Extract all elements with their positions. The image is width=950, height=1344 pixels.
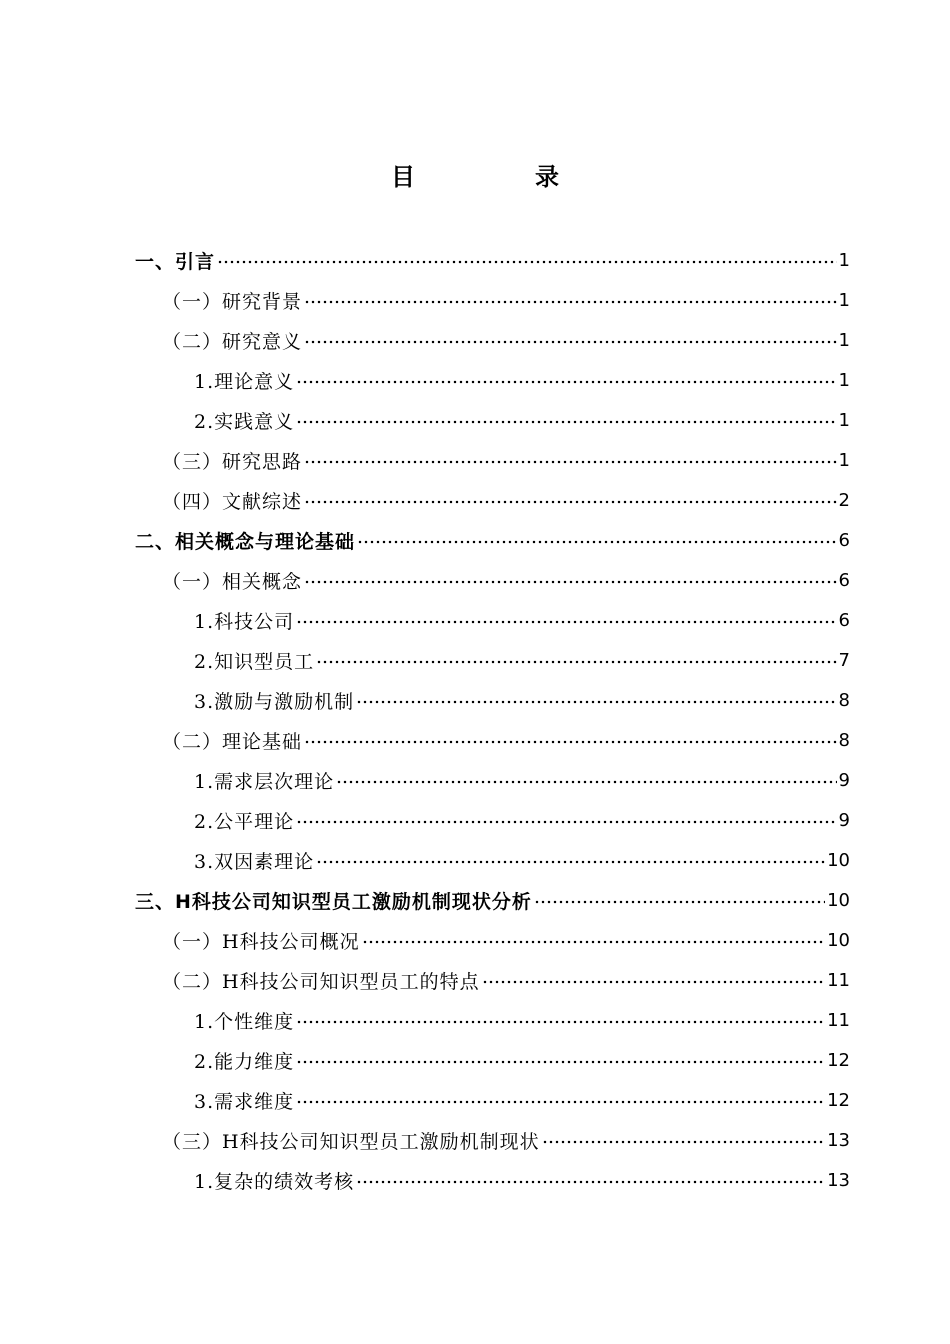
toc-entry[interactable]: [194, 1000, 850, 1040]
toc-entry-label: （二）H科技公司知识型员工的特点: [162, 970, 480, 993]
toc-page-number: 13: [827, 1169, 850, 1191]
toc-page-number: 2: [838, 489, 850, 511]
toc-page-number: 1: [838, 249, 850, 271]
toc-page-number: 10: [827, 849, 850, 871]
toc-page-number: 12: [827, 1089, 850, 1111]
toc-entry[interactable]: [162, 280, 850, 320]
toc-entry-label: （三）研究思路: [162, 450, 303, 473]
toc-dot-leader: [316, 660, 836, 664]
toc-entry-label: （二）研究意义: [162, 330, 303, 353]
toc-entry[interactable]: [162, 480, 850, 520]
toc-entry-label: 2.公平理论: [194, 810, 295, 833]
toc-entry[interactable]: [162, 960, 850, 1000]
toc-entry[interactable]: [194, 760, 850, 800]
toc-page-number: 10: [827, 929, 850, 951]
toc-page-number: 1: [838, 329, 850, 351]
toc-page-number: 8: [838, 689, 850, 711]
toc-page-number: 9: [838, 769, 850, 791]
toc-entry[interactable]: [194, 400, 850, 440]
toc-entry[interactable]: [135, 520, 850, 560]
toc-entry[interactable]: [194, 640, 850, 680]
toc-dot-leader: [336, 780, 836, 784]
toc-entry[interactable]: [194, 600, 850, 640]
toc-page-number: 6: [838, 609, 850, 631]
toc-entry-label: 1.个性维度: [194, 1010, 295, 1033]
toc-page-number: 1: [838, 289, 850, 311]
toc-entry[interactable]: [194, 1040, 850, 1080]
toc-dot-leader: [534, 900, 825, 904]
toc-entry-label: 3.双因素理论: [194, 850, 315, 873]
toc-dot-leader: [296, 820, 836, 824]
toc-entry[interactable]: [194, 840, 850, 880]
toc-page-number: 11: [827, 969, 850, 991]
toc-dot-leader: [357, 540, 837, 544]
toc-entry-label: 2.能力维度: [194, 1050, 295, 1073]
toc-entry[interactable]: [135, 240, 850, 280]
toc-page-number: 9: [838, 809, 850, 831]
toc-dot-leader: [296, 380, 836, 384]
toc-entry-label: 3.激励与激励机制: [194, 690, 355, 713]
toc-entry-label: （一）相关概念: [162, 570, 303, 593]
toc-dot-leader: [296, 420, 836, 424]
toc-dot-leader: [304, 460, 837, 464]
toc-entry-label: （二）理论基础: [162, 730, 303, 753]
toc-dot-leader: [304, 500, 837, 504]
toc-entry-label: 1.理论意义: [194, 370, 295, 393]
toc-entry-label: 二、相关概念与理论基础: [135, 530, 356, 553]
toc-entry-label: 一、引言: [135, 250, 216, 273]
toc-entry-label: 1.科技公司: [194, 610, 295, 633]
toc-entry[interactable]: [194, 1160, 850, 1200]
toc-dot-leader: [482, 980, 826, 984]
toc-entry[interactable]: [194, 1080, 850, 1120]
toc-dot-leader: [356, 1180, 825, 1184]
toc-page-number: 11: [827, 1009, 850, 1031]
toc-entry-label: 1.需求层次理论: [194, 770, 335, 793]
toc-page-number: 1: [838, 449, 850, 471]
toc-entry[interactable]: [162, 1120, 850, 1160]
toc-dot-leader: [356, 700, 836, 704]
toc-page-number: 6: [838, 529, 850, 551]
toc-entry[interactable]: [194, 800, 850, 840]
toc-page-number: 1: [838, 409, 850, 431]
toc-page-number: 12: [827, 1049, 850, 1071]
toc-page-number: 13: [827, 1129, 850, 1151]
toc-entry[interactable]: [162, 440, 850, 480]
toc-entry-label: （一）H科技公司概况: [162, 930, 360, 953]
toc-entry-label: 1.复杂的绩效考核: [194, 1170, 355, 1193]
toc-entry-label: （四）文献综述: [162, 490, 303, 513]
toc-dot-leader: [304, 580, 837, 584]
toc-page-number: 8: [838, 729, 850, 751]
toc-dot-leader: [296, 1020, 825, 1024]
toc-dot-leader: [304, 300, 837, 304]
toc-dot-leader: [296, 620, 836, 624]
page-title: 目 录: [391, 163, 607, 191]
toc-entry[interactable]: [135, 880, 850, 920]
toc-dot-leader: [217, 260, 837, 264]
toc-dot-leader: [542, 1140, 826, 1144]
toc-entry-label: 三、H科技公司知识型员工激励机制现状分析: [135, 890, 532, 913]
toc-dot-leader: [304, 740, 837, 744]
toc-dot-leader: [296, 1100, 825, 1104]
toc-entry-label: （三）H科技公司知识型员工激励机制现状: [162, 1130, 540, 1153]
toc-entry[interactable]: [162, 920, 850, 960]
toc-page-number: 10: [827, 889, 850, 911]
toc-entry[interactable]: [194, 360, 850, 400]
toc-page-number: 7: [838, 649, 850, 671]
toc-dot-leader: [316, 860, 825, 864]
toc-dot-leader: [362, 940, 826, 944]
toc-entry-label: 2.知识型员工: [194, 650, 315, 673]
toc-entry[interactable]: [162, 720, 850, 760]
toc-page-number: 6: [838, 569, 850, 591]
toc-page-number: 1: [838, 369, 850, 391]
toc-entry[interactable]: [162, 320, 850, 360]
toc-entry-label: （一）研究背景: [162, 290, 303, 313]
toc-dot-leader: [296, 1060, 825, 1064]
toc-entry-label: 3.需求维度: [194, 1090, 295, 1113]
toc-entry[interactable]: [162, 560, 850, 600]
toc-dot-leader: [304, 340, 837, 344]
toc-entry-label: 2.实践意义: [194, 410, 295, 433]
toc-entry[interactable]: [194, 680, 850, 720]
